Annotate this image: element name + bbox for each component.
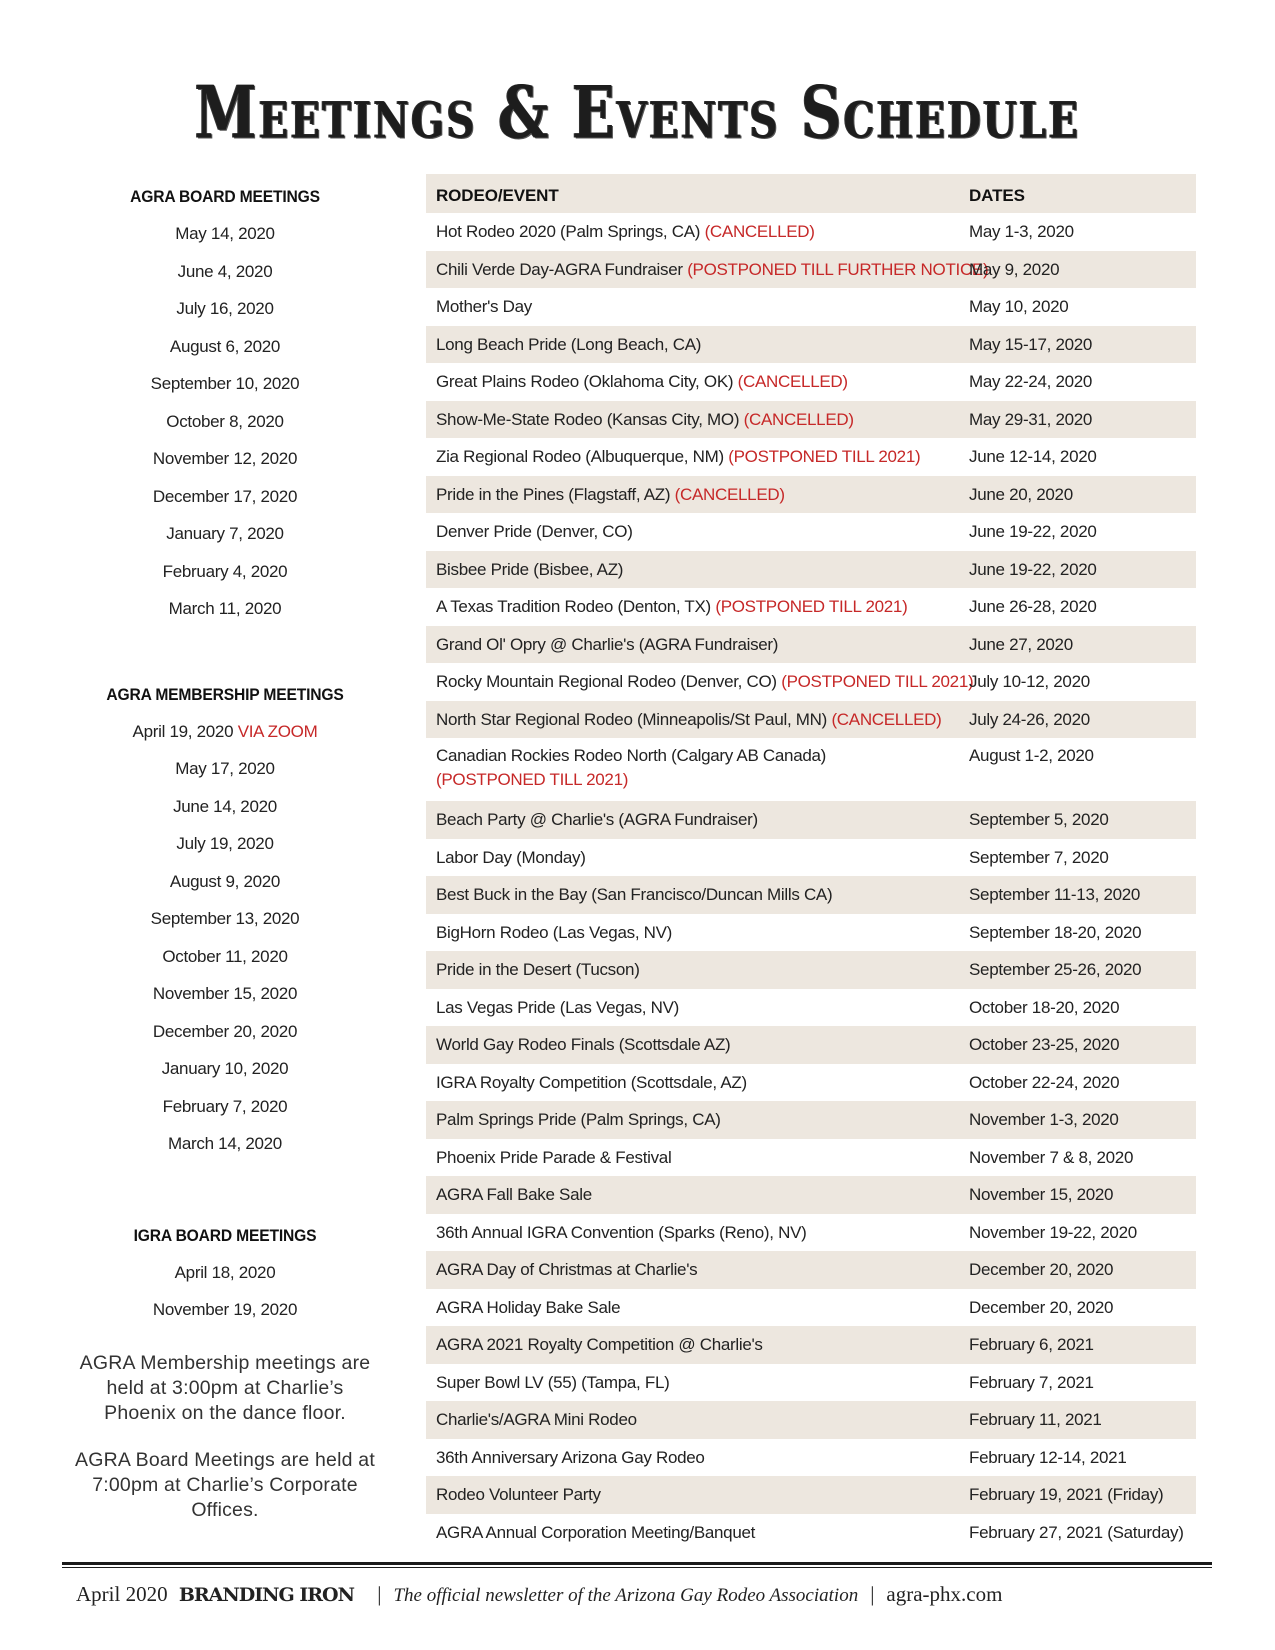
- event-cell: [436, 1251, 941, 1289]
- event-name: Hot Rodeo 2020 (Palm Springs, CA): [436, 222, 701, 241]
- table-body: [426, 213, 1196, 1551]
- page-title: Meetings & Events Schedule: [194, 70, 1081, 156]
- date-cell: August 1-2, 2020: [969, 746, 1094, 765]
- table-row: [426, 663, 1196, 701]
- date-cell: September 5, 2020: [969, 810, 1109, 829]
- status-badge: (POSTPONED TILL 2021): [436, 770, 629, 789]
- meeting-date: March 14, 2020: [168, 1134, 282, 1153]
- table-row: [426, 551, 1196, 589]
- event-cell: [436, 1026, 941, 1064]
- event-cell: [436, 951, 941, 989]
- status-badge: (CANCELLED): [674, 484, 785, 504]
- meeting-date: October 8, 2020: [166, 411, 284, 431]
- event-name: AGRA Fall Bake Sale: [436, 1185, 592, 1204]
- event-cell: [436, 744, 856, 792]
- event-name: Grand Ol' Opry @ Charlie's (AGRA Fundraiser): [436, 634, 779, 654]
- event-name: Super Bowl LV (55) (Tampa, FL): [436, 1372, 670, 1392]
- event-cell: [436, 551, 941, 589]
- event-name: Las Vegas Pride (Las Vegas, NV): [436, 997, 680, 1017]
- footer-rule: [62, 1567, 1212, 1568]
- status-badge: (POSTPONED TILL FURTHER NOTICE): [687, 259, 989, 279]
- meeting-date: April 19, 2020 VIA ZOOM: [132, 721, 318, 741]
- event-cell: [436, 513, 941, 551]
- date-cell: June 19-22, 2020: [969, 559, 1097, 579]
- event-name: AGRA 2021 Royalty Competition @ Charlie's: [436, 1335, 763, 1354]
- status-badge: (POSTPONED TILL 2021): [715, 597, 908, 616]
- table-row: [426, 288, 1196, 326]
- event-cell: [436, 1439, 941, 1477]
- meetings-column: [75, 178, 375, 1523]
- event-name: Denver Pride (Denver, CO): [436, 522, 633, 541]
- board-meeting-note: AGRA Board Meetings are held at 7:00pm at Charlie’s Corporate Offices.: [75, 1448, 375, 1521]
- meeting-date: July 19, 2020: [176, 834, 274, 853]
- section-heading: AGRA MEMBERSHIP MEETINGS: [106, 684, 344, 704]
- event-name: Beach Party @ Charlie's (AGRA Fundraiser): [436, 810, 758, 829]
- igra-board-meetings: [90, 1217, 360, 1329]
- table-row: [426, 914, 1196, 952]
- agra-board-meetings: [90, 178, 360, 628]
- meeting-date: August 9, 2020: [169, 871, 281, 891]
- status-badge: (CANCELLED): [743, 409, 854, 429]
- newsletter-logo: BRANDING IRON: [178, 1584, 354, 1606]
- event-cell: [436, 1214, 941, 1252]
- meeting-date: December 17, 2020: [152, 486, 298, 506]
- event-cell: [436, 626, 941, 664]
- table-row: [426, 1101, 1196, 1139]
- separator: |: [377, 1582, 382, 1606]
- footer: [76, 1576, 1002, 1612]
- column-header-event: RODEO/EVENT: [436, 186, 559, 205]
- date-cell: May 1-3, 2020: [969, 222, 1074, 241]
- meeting-date: December 20, 2020: [152, 1021, 298, 1041]
- membership-meeting-note: AGRA Membership meetings are held at 3:00pm at Charlie’s Phoenix on the dance floor.: [79, 1351, 371, 1424]
- table-row: [426, 738, 1196, 801]
- meeting-date: May 17, 2020: [175, 759, 275, 778]
- event-name: BigHorn Rodeo (Las Vegas, NV): [436, 922, 673, 942]
- event-cell: [436, 363, 941, 401]
- table-row: [426, 401, 1196, 439]
- event-cell: [436, 438, 941, 476]
- tagline: The official newsletter of the Arizona Gay Rodeo Association: [393, 1585, 859, 1606]
- board-meeting-list: [90, 215, 360, 628]
- meeting-date: August 6, 2020: [169, 336, 281, 356]
- date-cell: May 22-24, 2020: [969, 372, 1093, 391]
- status-badge: (POSTPONED TILL 2021): [728, 447, 921, 466]
- event-name: AGRA Annual Corporation Meeting/Banquet: [436, 1522, 756, 1542]
- event-name: Great Plains Rodeo (Oklahoma City, OK): [436, 372, 734, 391]
- table-header: [426, 174, 1196, 213]
- event-name: 36th Anniversary Arizona Gay Rodeo: [436, 1447, 705, 1467]
- event-cell: [436, 1139, 941, 1177]
- event-name: Pride in the Pines (Flagstaff, AZ): [436, 484, 671, 504]
- event-cell: [436, 588, 941, 626]
- table-row: [426, 588, 1196, 626]
- meeting-date: March 11, 2020: [168, 599, 282, 618]
- date-cell: June 12-14, 2020: [969, 447, 1097, 466]
- date-cell: November 7 & 8, 2020: [969, 1147, 1134, 1167]
- event-name: Mother's Day: [436, 297, 533, 316]
- table-row: [426, 513, 1196, 551]
- event-name: IGRA Royalty Competition (Scottsdale, AZ): [436, 1072, 747, 1092]
- date-cell: September 7, 2020: [969, 847, 1109, 867]
- event-name: Phoenix Pride Parade & Festival: [436, 1147, 672, 1167]
- meeting-date: November 19, 2020: [152, 1300, 298, 1319]
- event-cell: [436, 1476, 941, 1514]
- event-cell: [436, 876, 941, 914]
- event-cell: [436, 401, 941, 439]
- table-row: [426, 951, 1196, 989]
- event-cell: [436, 801, 941, 839]
- meeting-date: January 7, 2020: [166, 524, 284, 543]
- date-cell: May 29-31, 2020: [969, 409, 1093, 429]
- table-row: [426, 1064, 1196, 1102]
- event-name: Palm Springs Pride (Palm Springs, CA): [436, 1110, 721, 1129]
- event-cell: [436, 1101, 941, 1139]
- date-cell: September 18-20, 2020: [969, 922, 1142, 942]
- date-cell: November 1-3, 2020: [969, 1110, 1119, 1129]
- date-cell: October 18-20, 2020: [969, 997, 1120, 1017]
- meeting-date: May 14, 2020: [175, 224, 275, 243]
- footer-rule: [62, 1562, 1212, 1565]
- meeting-date: September 13, 2020: [150, 909, 300, 928]
- event-cell: [436, 989, 941, 1027]
- date-cell: June 27, 2020: [969, 634, 1073, 654]
- event-name: Bisbee Pride (Bisbee, AZ): [436, 559, 624, 579]
- section-heading: AGRA BOARD MEETINGS: [130, 187, 320, 206]
- date-cell: September 11-13, 2020: [969, 885, 1141, 904]
- date-cell: February 7, 2021: [969, 1372, 1094, 1392]
- event-name: Show-Me-State Rodeo (Kansas City, MO): [436, 409, 740, 429]
- table-row: [426, 1289, 1196, 1327]
- events-table: [426, 174, 1196, 1551]
- table-row: [426, 839, 1196, 877]
- zoom-note: VIA ZOOM: [237, 721, 318, 741]
- event-name: AGRA Holiday Bake Sale: [436, 1297, 621, 1317]
- meeting-date: September 10, 2020: [150, 374, 300, 393]
- event-name: Best Buck in the Bay (San Francisco/Duncan Mills CA): [436, 885, 833, 904]
- table-row: [426, 213, 1196, 251]
- igra-meeting-list: [90, 1254, 360, 1329]
- meeting-date: February 7, 2020: [162, 1096, 288, 1116]
- event-cell: [436, 914, 941, 952]
- event-name: Canadian Rockies Rodeo North (Calgary AB Canada): [436, 746, 827, 765]
- status-badge: (CANCELLED): [704, 222, 815, 241]
- table-row: [426, 1214, 1196, 1252]
- table-row: [426, 476, 1196, 514]
- date-cell: September 25-26, 2020: [969, 960, 1142, 979]
- event-name: AGRA Day of Christmas at Charlie's: [436, 1260, 698, 1279]
- status-badge: (POSTPONED TILL 2021): [781, 672, 974, 691]
- event-cell: [436, 213, 941, 251]
- date-cell: February 11, 2021: [969, 1410, 1102, 1429]
- table-row: [426, 251, 1196, 289]
- meeting-date: February 4, 2020: [162, 561, 288, 581]
- date-cell: December 20, 2020: [969, 1297, 1114, 1317]
- table-row: [426, 326, 1196, 364]
- date-cell: June 19-22, 2020: [969, 522, 1097, 541]
- event-cell: [436, 1326, 941, 1364]
- date-cell: June 20, 2020: [969, 484, 1073, 504]
- date-cell: February 27, 2021 (Saturday): [969, 1522, 1184, 1542]
- event-name: Charlie's/AGRA Mini Rodeo: [436, 1410, 637, 1429]
- meeting-date: November 12, 2020: [152, 449, 298, 468]
- meeting-date: April 18, 2020: [174, 1262, 276, 1282]
- event-name: Chili Verde Day-AGRA Fundraiser: [436, 259, 683, 279]
- table-row: [426, 1476, 1196, 1514]
- meeting-date: July 16, 2020: [176, 299, 274, 318]
- event-cell: [436, 1176, 941, 1214]
- event-name: 36th Annual IGRA Convention (Sparks (Reno), NV): [436, 1222, 807, 1242]
- table-row: [426, 1326, 1196, 1364]
- meeting-date: June 4, 2020: [177, 261, 273, 281]
- event-name: Rocky Mountain Regional Rodeo (Denver, CO): [436, 672, 777, 691]
- date-cell: May 15-17, 2020: [969, 334, 1093, 354]
- date-cell: November 15, 2020: [969, 1185, 1114, 1204]
- table-row: [426, 1401, 1196, 1439]
- event-cell: [436, 1064, 941, 1102]
- event-name: Labor Day (Monday): [436, 847, 586, 867]
- table-row: [426, 989, 1196, 1027]
- table-row: [426, 1251, 1196, 1289]
- event-cell: [436, 326, 941, 364]
- table-row: [426, 626, 1196, 664]
- date-cell: December 20, 2020: [969, 1260, 1114, 1279]
- date-cell: February 6, 2021: [969, 1335, 1094, 1354]
- date-cell: July 10-12, 2020: [969, 672, 1090, 691]
- date-cell: July 24-26, 2020: [969, 709, 1090, 729]
- date-cell: October 23-25, 2020: [969, 1035, 1120, 1054]
- table-row: [426, 1026, 1196, 1064]
- event-name: Pride in the Desert (Tucson): [436, 960, 640, 979]
- table-row: [426, 801, 1196, 839]
- table-row: [426, 363, 1196, 401]
- status-badge: (CANCELLED): [831, 709, 942, 729]
- event-cell: [436, 476, 941, 514]
- event-name: North Star Regional Rodeo (Minneapolis/St Paul, MN): [436, 709, 827, 729]
- date-cell: February 19, 2021 (Friday): [969, 1485, 1164, 1504]
- meeting-date: January 10, 2020: [161, 1059, 289, 1078]
- event-name: Rodeo Volunteer Party: [436, 1485, 601, 1504]
- date-cell: February 12-14, 2021: [969, 1447, 1127, 1467]
- agra-membership-meetings: [90, 676, 360, 1163]
- meeting-date: November 15, 2020: [152, 984, 298, 1003]
- table-row: [426, 438, 1196, 476]
- membership-meeting-list: [90, 750, 360, 1163]
- table-row: [426, 701, 1196, 739]
- event-cell: [436, 839, 941, 877]
- event-name: Long Beach Pride (Long Beach, CA): [436, 334, 702, 354]
- event-cell: [436, 1514, 941, 1552]
- table-row: [426, 1514, 1196, 1552]
- meeting-date: June 14, 2020: [173, 796, 277, 816]
- event-name: A Texas Tradition Rodeo (Denton, TX): [436, 597, 711, 616]
- date-cell: May 10, 2020: [969, 297, 1069, 316]
- event-cell: [436, 288, 941, 326]
- table-row: [426, 1176, 1196, 1214]
- date-cell: November 19-22, 2020: [969, 1222, 1137, 1242]
- table-row: [426, 1139, 1196, 1177]
- separator: |: [870, 1582, 875, 1606]
- meeting-date: October 11, 2020: [162, 946, 288, 966]
- event-cell: [436, 1401, 941, 1439]
- event-name: Zia Regional Rodeo (Albuquerque, NM): [436, 447, 724, 466]
- event-cell: [436, 1364, 941, 1402]
- event-cell: [436, 1289, 941, 1327]
- section-heading: IGRA BOARD MEETINGS: [133, 1225, 317, 1245]
- event-name: World Gay Rodeo Finals (Scottsdale AZ): [436, 1035, 731, 1054]
- event-cell: [436, 663, 974, 701]
- table-row: [426, 1439, 1196, 1477]
- event-cell: [436, 251, 989, 289]
- date-cell: May 9, 2020: [969, 259, 1060, 279]
- table-row: [426, 1364, 1196, 1402]
- date-cell: October 22-24, 2020: [969, 1072, 1120, 1092]
- date-cell: June 26-28, 2020: [969, 597, 1097, 616]
- status-badge: (CANCELLED): [737, 372, 848, 391]
- column-header-dates: DATES: [969, 186, 1025, 205]
- website-link[interactable]: agra-phx.com: [886, 1582, 1003, 1606]
- issue-date: April 2020: [76, 1582, 168, 1606]
- event-cell: [436, 701, 941, 739]
- table-row: [426, 876, 1196, 914]
